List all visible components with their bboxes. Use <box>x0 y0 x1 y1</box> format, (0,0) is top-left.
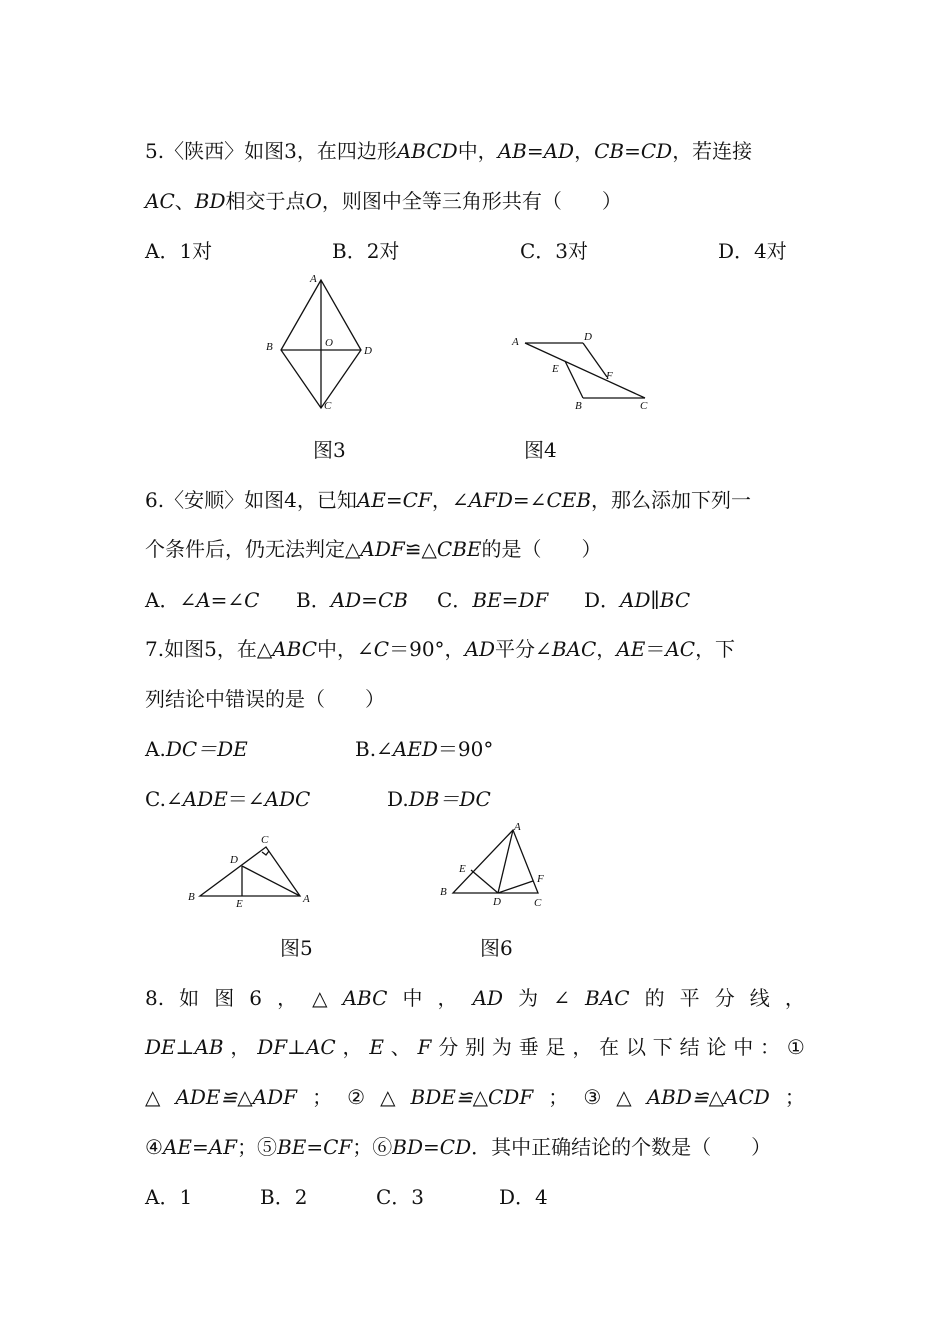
fig5-segment-ad <box>242 866 300 896</box>
fig6-label-a: A <box>514 821 521 833</box>
q6-line2: 个条件后，仍无法判定△ADF≌△CBE的是（ ） <box>145 537 602 561</box>
q7-line1: 7.如图5，在△ABC中，∠C＝90°，AD平分∠BAC，AE＝AC，下 <box>145 637 736 661</box>
q6-option-d: D．AD∥BC <box>584 588 691 612</box>
q5-option-b: B．2对 <box>332 239 400 263</box>
q8-line1: 8. 如 图 6 ， △ ABC 中 ， AD 为 ∠ BAC 的 平 分 线 ， <box>145 986 805 1010</box>
q6-number: 6. <box>145 488 165 512</box>
q8-line2: DE⊥AB ， DF⊥AC ， E 、 F 分 别 为 垂 足 ， 在 以 下 结 论 中 ： ① <box>145 1035 805 1059</box>
fig6-caption: 图6 <box>480 936 513 960</box>
fig5-right-angle-c <box>262 851 269 855</box>
fig6-label-c: C <box>534 897 542 909</box>
fig4-caption: 图4 <box>524 438 557 462</box>
fig3-label-c: C <box>324 400 332 412</box>
figure-5 <box>180 830 320 910</box>
fig4-label-d: D <box>584 331 592 343</box>
q7-option-d: D.DB＝DC <box>387 787 491 811</box>
q8-option-b: B．2 <box>260 1185 308 1209</box>
fig6-label-e: E <box>459 863 466 875</box>
fig5-label-b: B <box>188 891 195 903</box>
q7-number: 7. <box>145 637 165 661</box>
q5-option-d: D．4对 <box>718 239 787 263</box>
q5-option-a: A．1对 <box>145 239 213 263</box>
q6-option-b: B．AD=CB <box>296 588 408 612</box>
q8-line3: △ ADE≌△ADF ； ② △ BDE≌△CDF ； ③ △ ABD≌△ACD ； <box>145 1085 805 1109</box>
figure-3 <box>260 270 390 415</box>
fig5-label-e: E <box>236 898 243 910</box>
q5-line2: AC、BD相交于点O，则图中全等三角形共有（ ） <box>145 189 622 213</box>
q7-option-b: B.∠AED＝90° <box>355 737 494 761</box>
fig6-segment-ad <box>498 830 513 893</box>
q6-option-a: A．∠A=∠C <box>145 588 260 612</box>
q5-option-c: C．3对 <box>520 239 589 263</box>
q8-line4: ④AE=AF；⑤BE=CF；⑥BD=CD．其中正确结论的个数是（ ） <box>145 1135 772 1159</box>
q8-option-a: A．1 <box>145 1185 193 1209</box>
q8-number: 8. <box>145 986 165 1010</box>
figure-6 <box>435 815 560 915</box>
fig4-label-c: C <box>640 400 648 412</box>
fig4-label-f: F <box>606 370 613 382</box>
fig3-label-d: D <box>364 345 372 357</box>
fig6-segment-de <box>471 870 498 893</box>
fig4-label-b: B <box>575 400 582 412</box>
q7-option-c: C.∠ADE＝∠ADC <box>145 787 311 811</box>
q6-source: 〈安顺〉 <box>164 488 245 512</box>
fig6-label-d: D <box>493 896 501 908</box>
q6-line1: 6.〈安顺〉如图4，已知AE=CF，∠AFD=∠CEB，那么添加下列一 <box>145 488 752 512</box>
fig3-caption: 图3 <box>313 438 346 462</box>
fig4-label-a: A <box>512 336 519 348</box>
q8-option-d: D．4 <box>499 1185 548 1209</box>
fig4-segment-eb <box>565 361 583 398</box>
fig6-label-f: F <box>537 873 544 885</box>
q8-option-c: C．3 <box>376 1185 425 1209</box>
figure-4 <box>505 325 665 420</box>
fig6-label-b: B <box>440 886 447 898</box>
fig5-label-c: C <box>261 834 269 846</box>
q5-source: 〈陕西〉 <box>164 139 245 163</box>
fig5-caption: 图5 <box>280 936 313 960</box>
fig3-label-a: A <box>310 273 317 285</box>
fig5-label-a: A <box>303 893 310 905</box>
fig4-segment-ac <box>525 343 645 398</box>
fig3-label-b: B <box>266 341 273 353</box>
q5-line1: 5.〈陕西〉如图3，在四边形ABCD中，AB=AD，CB=CD，若连接 <box>145 139 753 163</box>
q5-number: 5. <box>145 139 165 163</box>
q6-option-c: C．BE=DF <box>437 588 549 612</box>
fig4-label-e: E <box>552 363 559 375</box>
fig3-label-o: O <box>325 337 333 349</box>
q7-option-a: A.DC＝DE <box>145 737 248 761</box>
fig5-label-d: D <box>230 854 238 866</box>
q7-line2: 列结论中错误的是（ ） <box>145 687 385 711</box>
fig6-segment-df <box>498 881 533 893</box>
